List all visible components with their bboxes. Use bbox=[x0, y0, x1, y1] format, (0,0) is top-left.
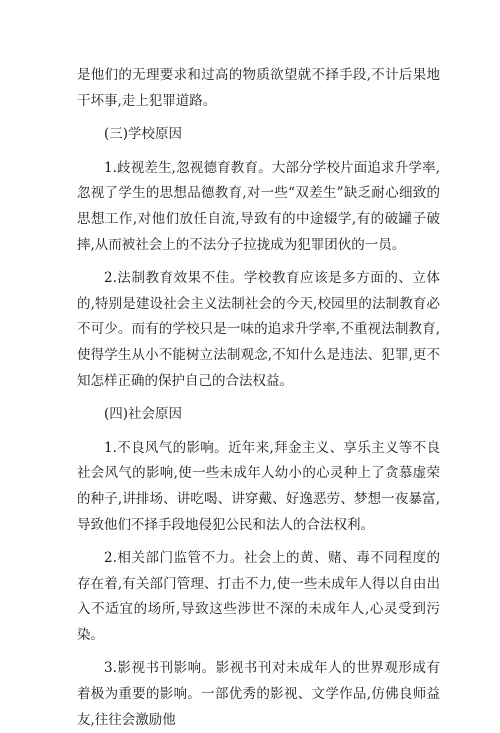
paragraph-social-reason-1: 1.不良风气的影响。近年来,拜金主义、享乐主义等不良社会风气的影响,使一些未成年人幼小的心灵种上了贪慕虚荣的种子,讲排场、讲吃喝、讲穿戴、好逸恶劳、梦想一夜暴富,导致他们不择手段地侵犯公民和法人的合法权利。 bbox=[77, 439, 440, 533]
paragraph-social-reason-2: 2.相关部门监管不力。社会上的黄、赌、毒不同程度的存在着,有关部门管理、打击不力,使一些未成年人得以自由出入不适宜的场所,导致这些涉世不深的未成年人,心灵受到污染。 bbox=[77, 550, 440, 643]
paragraph-social-reason-3: 3.影视书刊影响。影视书刊对未成年人的世界观形成有着极为重要的影响。一部优秀的影视、文学作品,仿佛良师益友,往往会激励他 bbox=[77, 660, 440, 728]
paragraph-school-reason-1: 1.歧视差生,忽视德育教育。大部分学校片面追求升学率,忽视了学生的思想品德教育,对一些“双差生”缺乏耐心细致的思想工作,对他们放任自流,导致有的中途辍学,有的破罐子破摔,从而被社会上的不法分子拉拢成为犯罪团伙的一员。 bbox=[77, 159, 440, 253]
paragraph-continuation: 是他们的无理要求和过高的物质欲望就不择手段,不计后果地干坏事,走上犯罪道路。 bbox=[77, 67, 440, 109]
section-heading-social-reasons: (四)社会原因 bbox=[104, 406, 183, 423]
paragraph-school-reason-2: 2.法制教育效果不佳。学校教育应该是多方面的、立体的,特别是建设社会主义法制社会的今天,校园里的法制教育必不可少。而有的学校只是一味的追求升学率,不重视法制教育,使得学生从小不能树立法制观念,不知什么是违法、犯罪,更不知怎样正确的保护自己的合法权益。 bbox=[77, 270, 440, 389]
section-heading-school-reasons: (三)学校原因 bbox=[104, 126, 183, 143]
